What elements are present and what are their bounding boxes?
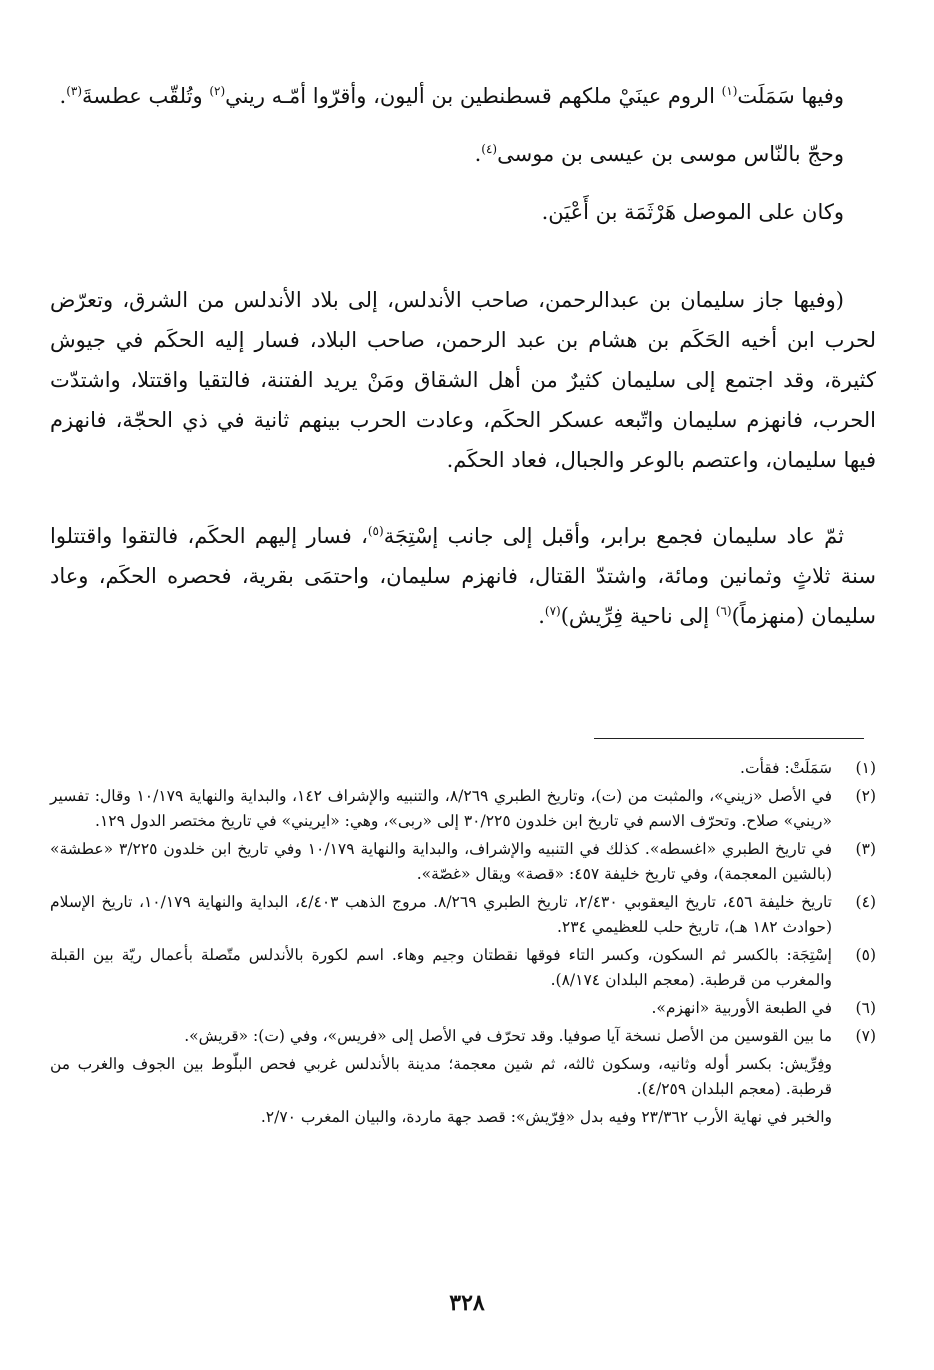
footnote-continuation: والخبر في نهاية الأرب ٢٣/٣٦٢ وفيه بدل «فِرّيش»: قصد جهة ماردة، والبيان المغرب ٢/٧٠. (260, 1108, 832, 1126)
page-number: ٣٢٨ (449, 1290, 485, 1316)
footnote-ref[interactable]: (٦) (715, 604, 732, 618)
footnote-number: (٣) (855, 840, 876, 858)
footnote-continuation: وفِرِّيش: بكسر أوله وثانيه، وسكون ثالثه، ثم شين معجمة؛ مدينة بالأندلس غربي فحص البلّوط بين الجوف والغرب من قرطبة. (معجم البلدان ٤/٢٥٩). (50, 1055, 832, 1098)
footnote-text: في الأصل «زيني»، والمثبت من (ت)، وتاريخ الطبري ٨/٢٦٩، والتنبيه والإشراف ١٤٢، والبداية والنهاية ١٠/١٧٩ وقال: تفسير «ريني» صلاح. وتحرّف الاسم في تاريخ ابن خلدون ٣٠/٢٢٥ إلى «ربى»، وهي: «ايريني» في تاريخ مختصر الدول ١٢٩. (50, 787, 832, 830)
footnote-text: في الطبعة الأوربية «انهزم». (651, 999, 832, 1017)
footnote (50, 996, 876, 1021)
text-run: ثمّ عاد سليمان فجمع برابر، وأقبل إلى جانب إسْتِجَة (383, 524, 844, 548)
footnote-text: في تاريخ الطبري «اغسطه». كذلك في التنبيه والإشراف، والبداية والنهاية ١٠/١٧٩ وفي تاريخ ابن خلدون ٣/٢٢٥ «عطشة» (بالشين المعجمة)، وفي تاريخ خليفة ٤٥٧: «قصة» ويقال «غصّة». (50, 840, 832, 883)
paragraph-4: (وفيها جاز سليمان بن عبدالرحمن، صاحب الأندلس، إلى بلاد الأندلس من الشرق، وتعرّض لحرب ابن أخيه الحَكَم بن هشام بن عبد الرحمن، صاحب البلاد، فسار إليه الحكَم في جيوش كثيرة، وقد اجتمع إلى سليمان كثيرٌ من أهل الشقاق ومَنْ يريد الفتنة، فالتقيا واقتتلا، واشتدّت الحرب، فانهزم سليمان واتّبعه عسكر الحكَم، وعادت الحرب بينهم ثانية في ذي الحجّة، فانهزم فيها سليمان، واعتصم بالوعر والجبال، فعاد الحكَم. (50, 288, 876, 472)
footnote-text: إسْتِجَة: بالكسر ثم السكون، وكسر التاء فوقها نقطتان وجيم وهاء. اسم لكورة بالأندلس متّصلة بأعمال ريّة بين القبلة والمغرب من قرطبة. (معجم البلدان ٨/١٧٤). (50, 946, 832, 989)
footnote-ref[interactable]: (٤) (481, 142, 498, 156)
text-run: وحجّ بالنّاس موسى بن عيسى بن موسى (497, 142, 844, 166)
footnote (50, 837, 876, 887)
footnote-text: ما بين القوسين من الأصل نسخة آيا صوفيا. وقد تحرّف في الأصل إلى «فريس»، وفي (ت): «قريش». (184, 1027, 832, 1045)
footnote (50, 943, 876, 993)
footnote-divider (594, 738, 864, 739)
footnote-number: (٤) (855, 893, 876, 911)
footnote-text: سَمَلَتْ: فقأت. (740, 759, 832, 777)
footnote-number: (٦) (855, 999, 876, 1017)
footnote (50, 890, 876, 940)
paragraph-5 (50, 516, 876, 636)
text-run: . (474, 142, 482, 166)
text-run: وفيها سَمَلَت (737, 84, 844, 108)
text-run: إلى ناحية فِرِّيش) (560, 604, 716, 628)
text-run: الروم عينَيْ ملكهم قسطنطين بن أليون، وأقرّوا أمّـه ريني (225, 84, 722, 108)
footnote-ref[interactable]: (٢) (209, 84, 226, 98)
footnote (50, 784, 876, 834)
text-run: ، فسار إليهم الحكَم، فالتقوا واقتتلوا سنة ثلاثٍ وثمانين ومائة، واشتدّ القتال، فانهزم سليمان، واحتمَى بقرية، فحصره الحكَم، وعاد سليمان (منهزماً) (50, 524, 876, 628)
footnote-ref[interactable]: (٥) (367, 524, 384, 538)
main-text (50, 76, 876, 658)
footnote-number: (٧) (855, 1027, 876, 1045)
footnotes (50, 756, 876, 1133)
footnote-number: (٢) (855, 787, 876, 805)
footnote (50, 756, 876, 781)
footnote-number: (١) (855, 759, 876, 777)
footnote-ref[interactable]: (٣) (66, 84, 83, 98)
paragraph-1 (50, 76, 876, 116)
footnote-number: (٥) (855, 946, 876, 964)
footnote (50, 1024, 876, 1049)
paragraph-3: وكان على الموصل هَرْثَمَة بن أَعْيَن. (541, 200, 844, 224)
footnote-text: تاريخ خليفة ٤٥٦، تاريخ اليعقوبي ٢/٤٣٠، تاريخ الطبري ٨/٢٦٩. مروج الذهب ٤/٤٠٣، البداية والنهاية ١٠/١٧٩، تاريخ الإسلام (حوادث ١٨٢ هـ)، تاريخ حلب للعظيمي ٢٣٤. (50, 893, 832, 936)
paragraph-2 (50, 134, 876, 174)
footnote-ref[interactable]: (٧) (544, 604, 561, 618)
text-run: . (59, 84, 67, 108)
text-run: وتُلقّب عطسةَ (82, 84, 210, 108)
text-run: . (538, 604, 545, 628)
footnote-ref[interactable]: (١) (721, 84, 738, 98)
